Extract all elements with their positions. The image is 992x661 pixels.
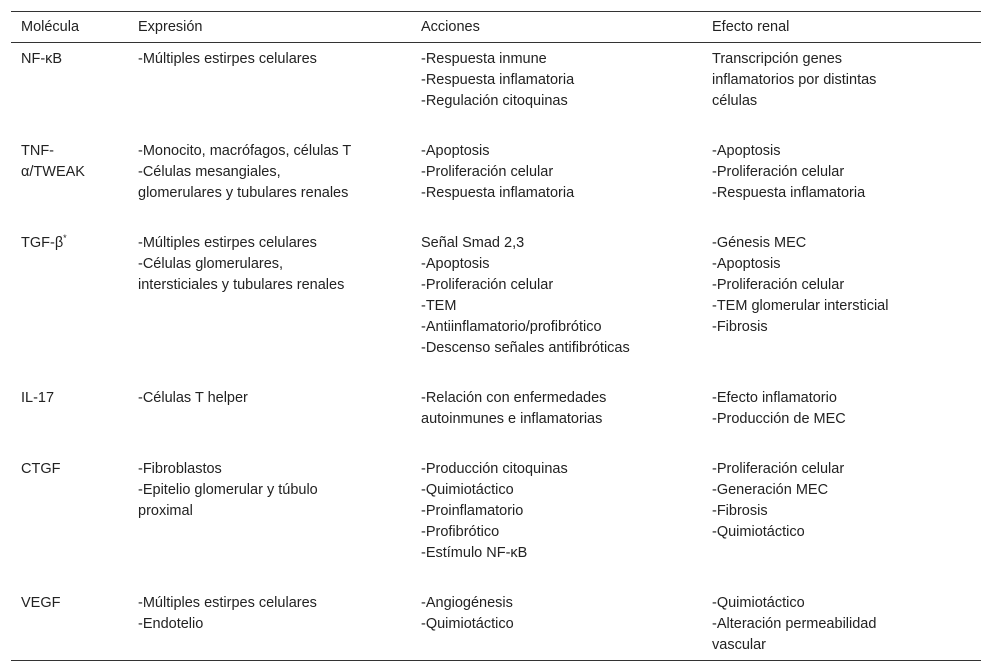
table-row	[11, 227, 981, 382]
cell-line	[421, 141, 702, 162]
cell-line	[421, 409, 702, 430]
molecule-table	[11, 11, 981, 661]
cell-line	[138, 254, 411, 275]
cell-text: -Fibrosis	[712, 503, 768, 519]
cell-line	[138, 388, 411, 409]
cell-text: -Proliferación celular	[421, 277, 554, 293]
cell-text: Señal Smad 2,3	[421, 235, 525, 251]
cell-text: -Profibrótico	[421, 524, 500, 540]
cell-line	[712, 233, 981, 254]
cell-text: -Quimiotáctico	[712, 595, 805, 611]
header-molecula: Molécula	[21, 18, 80, 35]
table-header	[11, 12, 981, 43]
cell-line	[138, 162, 411, 183]
cell-line	[138, 459, 411, 480]
cell-line	[712, 522, 981, 543]
cell-text: -Respuesta inflamatoria	[712, 185, 866, 201]
cell-text: proximal	[138, 503, 193, 519]
cell-line	[712, 254, 981, 275]
cell-line	[21, 162, 128, 183]
cell-text: -Endotelio	[138, 616, 204, 632]
cell-text: Transcripción genes	[712, 51, 843, 67]
cell-text: -Respuesta inflamatoria	[421, 72, 575, 88]
cell-acciones	[411, 382, 702, 453]
cell-line	[421, 459, 702, 480]
header-efecto-renal: Efecto renal	[712, 18, 790, 35]
header-row	[11, 12, 981, 43]
cell-line	[421, 70, 702, 91]
cell-line	[712, 459, 981, 480]
cell-efecto-renal	[702, 587, 981, 661]
cell-line	[21, 141, 128, 162]
cell-acciones	[411, 453, 702, 587]
cell-text: -Células T helper	[138, 390, 248, 406]
cell-text: -Monocito, macrófagos, células T	[138, 143, 352, 159]
cell-text: -Quimiotáctico	[421, 616, 514, 632]
cell-line	[712, 275, 981, 296]
cell-line	[712, 480, 981, 501]
cell-line	[421, 162, 702, 183]
cell-acciones	[411, 227, 702, 382]
cell-text: intersticiales y tubulares renales	[138, 277, 345, 293]
cell-expresion	[128, 587, 411, 661]
cell-acciones	[411, 43, 702, 136]
cell-text: -TEM	[421, 298, 457, 314]
cell-line	[21, 49, 128, 70]
cell-line	[21, 388, 128, 409]
cell-expresion	[128, 227, 411, 382]
cell-molecula	[11, 382, 128, 453]
cell-expresion	[128, 43, 411, 136]
cell-line	[712, 614, 981, 635]
cell-text: -Proliferación celular	[712, 164, 845, 180]
cell-text: -Apoptosis	[712, 256, 781, 272]
cell-efecto-renal	[702, 453, 981, 587]
cell-text: -Fibrosis	[712, 319, 768, 335]
cell-line	[712, 296, 981, 317]
cell-text: α/TWEAK	[21, 164, 85, 180]
cell-text: -Alteración permeabilidad	[712, 616, 877, 632]
cell-line	[421, 480, 702, 501]
cell-text: TNF-	[21, 143, 55, 159]
cell-expresion	[128, 135, 411, 227]
cell-text: -Apoptosis	[712, 143, 781, 159]
cell-text: -Regulación citoquinas	[421, 93, 568, 109]
cell-text: -Estímulo NF-κB	[421, 545, 528, 561]
cell-text: -Quimiotáctico	[421, 482, 514, 498]
cell-text: -Múltiples estirpes celulares	[138, 595, 317, 611]
cell-text: -Relación con enfermedades	[421, 390, 607, 406]
cell-line	[421, 183, 702, 204]
cell-line	[421, 233, 702, 254]
cell-line	[421, 543, 702, 564]
cell-text: -Apoptosis	[421, 256, 490, 272]
cell-molecula	[11, 587, 128, 661]
cell-text: glomerulares y tubulares renales	[138, 185, 349, 201]
cell-line	[712, 49, 981, 70]
cell-line	[712, 162, 981, 183]
cell-line	[712, 141, 981, 162]
cell-expresion	[128, 453, 411, 587]
cell-expresion	[128, 382, 411, 453]
cell-text: -Generación MEC	[712, 482, 829, 498]
table-body	[11, 43, 981, 661]
cell-line	[421, 49, 702, 70]
cell-text: -Múltiples estirpes celulares	[138, 51, 317, 67]
header-expresion: Expresión	[138, 18, 203, 35]
cell-text: -Proliferación celular	[712, 277, 845, 293]
cell-line	[421, 275, 702, 296]
cell-text: NF-κB	[21, 51, 63, 67]
cell-line	[138, 141, 411, 162]
cell-text: -Respuesta inmune	[421, 51, 547, 67]
table-row	[11, 382, 981, 453]
cell-line	[712, 70, 981, 91]
cell-line	[421, 614, 702, 635]
cell-text: -Producción citoquinas	[421, 461, 568, 477]
cell-text: -TEM glomerular intersticial	[712, 298, 889, 314]
cell-text: -Múltiples estirpes celulares	[138, 235, 317, 251]
cell-line	[712, 388, 981, 409]
cell-line	[21, 233, 128, 254]
cell-text: -Fibroblastos	[138, 461, 222, 477]
cell-text: -Epitelio glomerular y túbulo	[138, 482, 318, 498]
cell-text: células	[712, 93, 758, 109]
cell-line	[138, 480, 411, 501]
cell-line	[712, 409, 981, 430]
cell-text: -Antiinflamatorio/profibrótico	[421, 319, 602, 335]
header-acciones: Acciones	[421, 18, 480, 35]
table-row	[11, 135, 981, 227]
cell-efecto-renal	[702, 43, 981, 136]
cell-line	[138, 233, 411, 254]
cell-efecto-renal	[702, 227, 981, 382]
cell-text: -Proliferación celular	[712, 461, 845, 477]
table-row	[11, 43, 981, 136]
cell-line	[712, 593, 981, 614]
cell-molecula	[11, 43, 128, 136]
table-row	[11, 587, 981, 661]
cell-text: -Producción de MEC	[712, 411, 846, 427]
table-row	[11, 453, 981, 587]
cell-molecula	[11, 453, 128, 587]
cell-line	[138, 49, 411, 70]
cell-line	[421, 317, 702, 338]
cell-acciones	[411, 135, 702, 227]
cell-line	[712, 317, 981, 338]
cell-line	[712, 635, 981, 656]
cell-acciones	[411, 587, 702, 661]
cell-line	[138, 183, 411, 204]
cell-text: -Células mesangiales,	[138, 164, 281, 180]
cell-line	[421, 338, 702, 359]
cell-line	[21, 459, 128, 480]
footnote-marker: *	[63, 233, 67, 244]
cell-line	[421, 501, 702, 522]
cell-text: TGF-β	[21, 235, 64, 251]
cell-text: inflamatorios por distintas	[712, 72, 877, 88]
cell-line	[421, 254, 702, 275]
cell-line	[138, 501, 411, 522]
cell-text: vascular	[712, 637, 766, 653]
cell-line	[421, 522, 702, 543]
cell-text: -Apoptosis	[421, 143, 490, 159]
cell-molecula	[11, 227, 128, 382]
cell-line	[712, 91, 981, 112]
cell-line	[421, 296, 702, 317]
cell-text: -Génesis MEC	[712, 235, 807, 251]
cell-efecto-renal	[702, 382, 981, 453]
cell-molecula	[11, 135, 128, 227]
cell-line	[712, 501, 981, 522]
cell-text: IL-17	[21, 390, 55, 406]
cell-line	[138, 593, 411, 614]
cell-line	[138, 275, 411, 296]
cell-line	[421, 388, 702, 409]
cell-text: -Respuesta inflamatoria	[421, 185, 575, 201]
cell-text: CTGF	[21, 461, 61, 477]
cell-line	[421, 91, 702, 112]
cell-line	[712, 183, 981, 204]
molecule-table-container	[11, 11, 981, 661]
cell-text: -Proliferación celular	[421, 164, 554, 180]
cell-line	[21, 593, 128, 614]
cell-text: VEGF	[21, 595, 61, 611]
cell-line	[421, 593, 702, 614]
cell-text: -Células glomerulares,	[138, 256, 284, 272]
cell-text: -Quimiotáctico	[712, 524, 805, 540]
cell-efecto-renal	[702, 135, 981, 227]
cell-text: -Descenso señales antifibróticas	[421, 340, 630, 356]
cell-text: autoinmunes e inflamatorias	[421, 411, 603, 427]
cell-text: -Proinflamatorio	[421, 503, 524, 519]
cell-line	[138, 614, 411, 635]
cell-text: -Efecto inflamatorio	[712, 390, 837, 406]
cell-text: -Angiogénesis	[421, 595, 513, 611]
